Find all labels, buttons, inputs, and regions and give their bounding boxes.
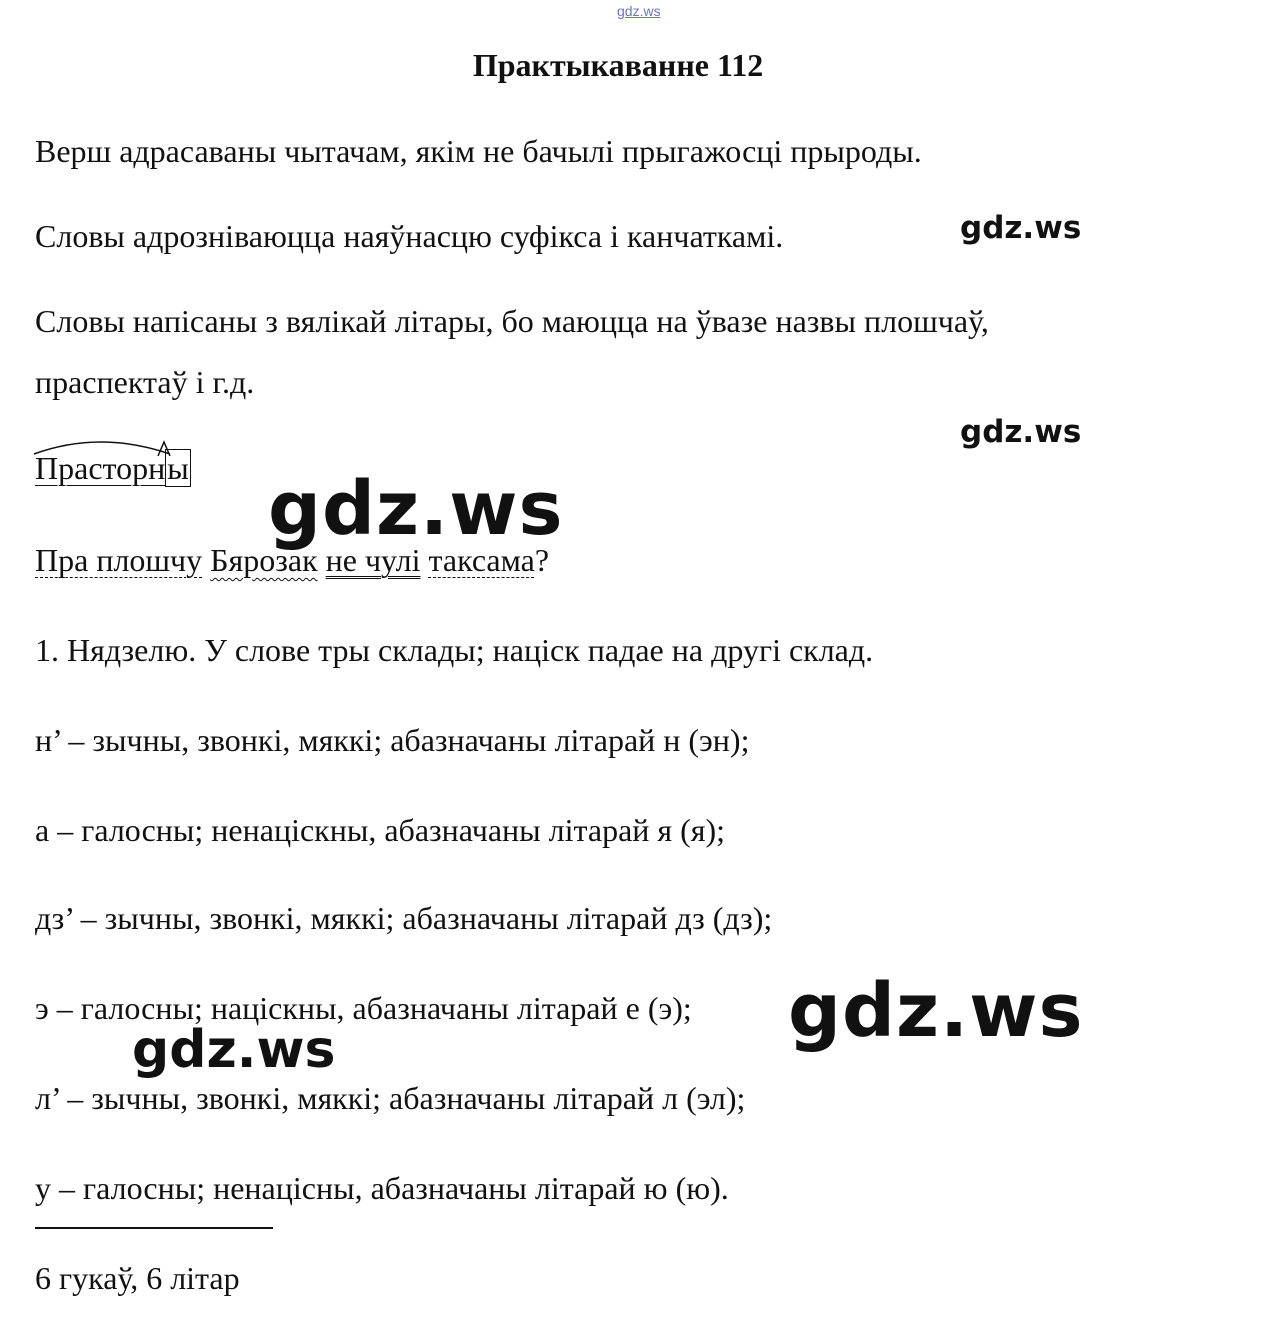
- paragraph-line-1: Верш адрасаваны чытачам, якім не бачылі прыгажосці прыроды.: [35, 133, 922, 169]
- predicate: не чулі: [325, 542, 421, 578]
- analysis-line-6: л’ – зычны, звонкі, мяккі; абазначаны літарай л (эл);: [35, 1080, 746, 1116]
- analysis-line-7: у – галосны; ненацісны, абазначаны літарай ю (ю).: [35, 1170, 729, 1206]
- summary-line: 6 гукаў, 6 літар: [35, 1260, 240, 1296]
- question-mark: ?: [534, 542, 550, 578]
- word-stem: Прасторн: [35, 450, 166, 486]
- watermark-small: gdz.ws: [960, 210, 1082, 246]
- attribute: Бярозак: [210, 542, 318, 578]
- paragraph-line-4: праспектаў і г.д.: [35, 364, 255, 400]
- watermark-small: gdz.ws: [960, 414, 1082, 450]
- morpheme-word: [35, 450, 191, 487]
- watermark-top[interactable]: gdz.ws: [617, 3, 661, 19]
- analysis-line-1: 1. Нядзелю. У слове тры склады; націск падае на другі склад.: [35, 632, 874, 668]
- adverbial: таксама: [428, 542, 535, 578]
- analysis-line-3: а – галосны; ненаціскны, абазначаны літарай я (я);: [35, 812, 726, 848]
- watermark-medium: gdz.ws: [132, 1020, 336, 1080]
- word-ending: ы: [167, 450, 189, 486]
- watermark-large: gdz.ws: [788, 968, 1084, 1054]
- adverbial: Пра плошчу: [35, 542, 203, 578]
- analysis-line-2: н’ – зычны, звонкі, мяккі; абазначаны літарай н (эн);: [35, 722, 750, 758]
- watermark-large: gdz.ws: [268, 466, 564, 552]
- paragraph-line-2: Словы адрозніваюцца наяўнасцю суфікса і канчаткамі.: [35, 218, 784, 254]
- parsed-sentence: [35, 542, 549, 579]
- analysis-line-5: э – галосны; націскны, абазначаны літарай е (э);: [35, 990, 692, 1026]
- analysis-line-4: дз’ – зычны, звонкі, мяккі; абазначаны літарай дз (дз);: [35, 900, 773, 936]
- summary-rule: [35, 1227, 273, 1229]
- page-title: Практыкаванне 112: [472, 47, 764, 83]
- paragraph-line-3: Словы напісаны з вялікай літары, бо маюцца на ўвазе назвы плошчаў,: [35, 303, 989, 339]
